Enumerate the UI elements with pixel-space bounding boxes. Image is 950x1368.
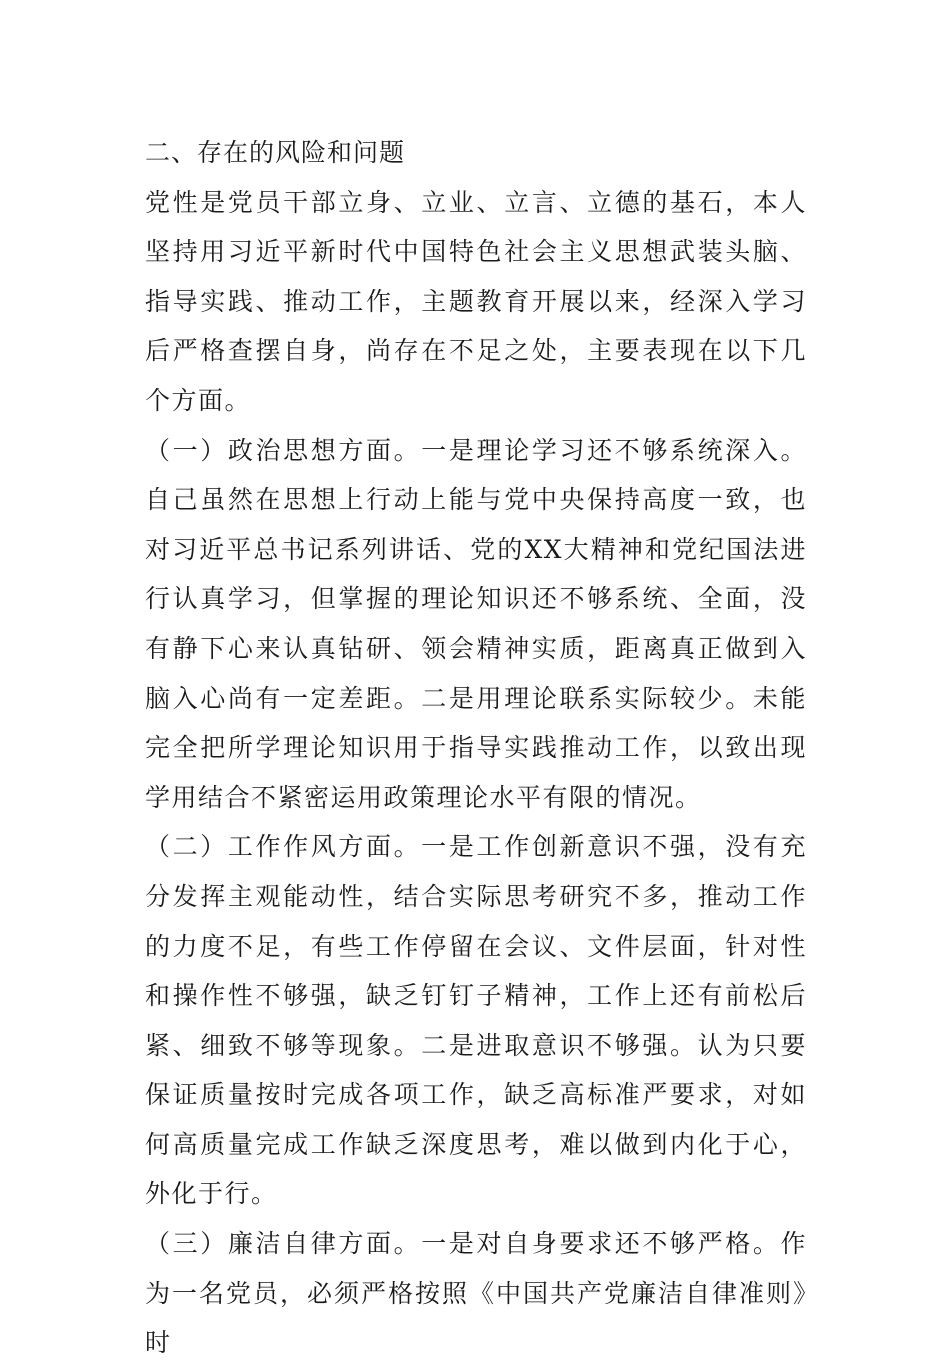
document-body (145, 128, 807, 1368)
paragraph-political-thought: （一）政治思想方面。一是理论学习还不够系统深入。自己虽然在思想上行动上能与党中央保持高度一致，也对习近平总书记系列讲话、党的XX大精神和党纪国法进行认真学习，但掌握的理论知识还不够系统、全面，没有静下心来认真钻研、领会精神实质，距离真正做到入脑入心尚有一定差距。二是用理论联系实际较少。未能完全把所学理论知识用于指导实践推动工作，以致出现学用结合不紧密运用政策理论水平有限的情况。 (145, 435, 807, 812)
paragraph-intro: 党性是党员干部立身、立业、立言、立德的基石，本人坚持用习近平新时代中国特色社会主义思想武装头脑、指导实践、推动工作，主题教育开展以来，经深入学习后严格查摆自身，尚存在不足之处，主要表现在以下几个方面。 (145, 187, 807, 415)
paragraph-work-style: （二）工作作风方面。一是工作创新意识不强，没有充分发挥主观能动性，结合实际思考研究不多，推动工作的力度不足，有些工作停留在会议、文件层面，针对性和操作性不够强，缺乏钉钉子精神，工作上还有前松后紧、细致不够等现象。二是进取意识不够强。认为只要保证质量按时完成各项工作，缺乏高标准严要求，对如何高质量完成工作缺乏深度思考，难以做到内化于心，外化于行。 (145, 832, 807, 1209)
section-heading: 二、存在的风险和问题 (145, 138, 406, 167)
paragraph-integrity: （三）廉洁自律方面。一是对自身要求还不够严格。作为一名党员，必须严格按照《中国共产党廉洁自律准则》时 (145, 1229, 807, 1358)
